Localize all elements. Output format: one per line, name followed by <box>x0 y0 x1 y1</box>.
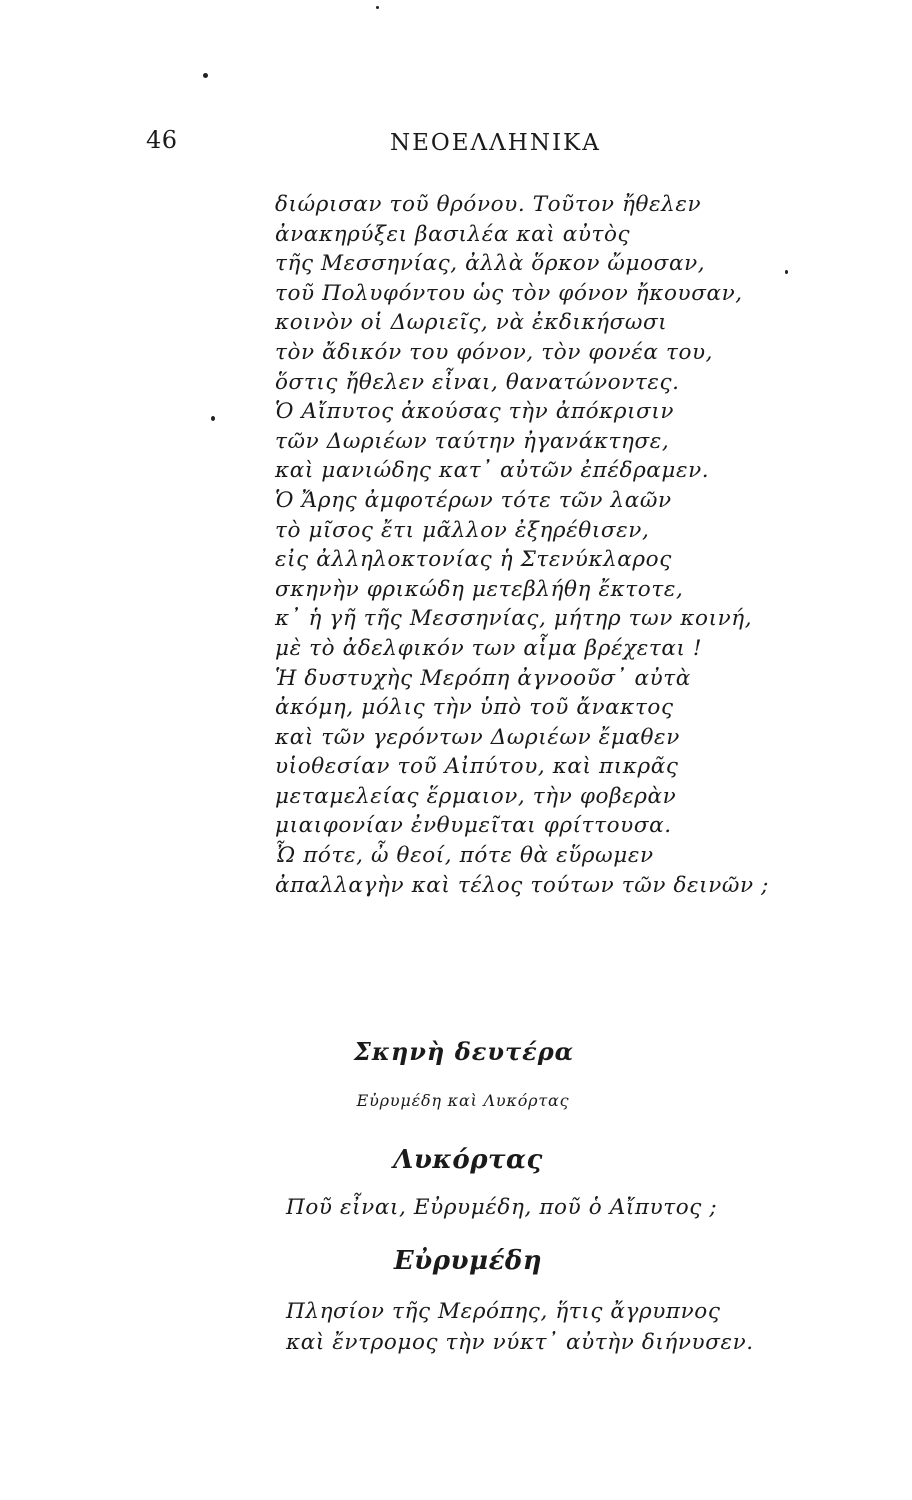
verse-line: τῆς Μεσσηνίας, ἀλλὰ ὅρκον ὤμοσαν, <box>275 251 706 277</box>
verse-line: διώρισαν τοῦ θρόνου. Τοῦτον ἤθελεν <box>275 192 702 217</box>
speech-line: Ποῦ εἶναι, Εὐρυμέδη, ποῦ ὁ Αἴπυτος ; <box>286 1195 718 1220</box>
verse-line: ἀκόμη, μόλις τὴν ὑπὸ τοῦ ἄνακτος <box>275 695 674 721</box>
verse-line: τὸ μῖσος ἔτι μᾶλλον ἐξηρέθισεν, <box>275 517 650 543</box>
verse-line: κ᾽ ἡ γῆ τῆς Μεσσηνίας, μήτηρ των κοινή, <box>275 606 753 632</box>
verse-line: εἰς ἀλληλοκτονίας ἡ Στενύκλαρος <box>275 547 672 573</box>
verse-line: Ἡ δυστυχὴς Μερόπη ἀγνοοῦσ᾽ αὐτὰ <box>275 665 691 691</box>
verse-line: Ὦ πότε, ὦ θεοί, πότε θὰ εὕρωμεν <box>275 843 654 869</box>
verse-line: τῶν Δωριέων ταύτην ἠγανάκτησε, <box>275 428 670 454</box>
verse-line: σκηνὴν φρικώδη μετεβλήθη ἔκτοτε, <box>275 576 684 602</box>
speech-block <box>286 1296 754 1358</box>
speaker-name: Εὐρυμέδη <box>393 1246 543 1276</box>
verse-line: κοινὸν οἱ Δωριεῖς, νὰ ἐκδικήσωσι <box>275 310 668 336</box>
speech-line: Πλησίον τῆς Μερόπης, ἥτις ἄγρυπνος <box>286 1299 721 1324</box>
speech-line: καὶ ἔντρομος τὴν νύκτ᾽ αὐτὴν διήνυσεν. <box>286 1330 754 1355</box>
running-title: ΝΕΟΕΛΛΗΝΙΚΑ <box>390 130 601 156</box>
verse-line: ἀνακηρύξει βασιλέα καὶ αὐτὸς <box>275 221 631 247</box>
verse-line: ἀπαλλαγὴν καὶ τέλος τούτων τῶν δεινῶν ; <box>275 872 769 898</box>
scene-cast-list: Εὐρυμέδη καὶ Λυκόρτας <box>356 1091 570 1110</box>
verse-line: καὶ τῶν γερόντων Δωριέων ἔμαθεν <box>275 724 680 750</box>
verse-line: μὲ τὸ ἀδελφικόν των αἷμα βρέχεται ! <box>275 635 703 661</box>
verse-line: τοῦ Πολυφόντου ὡς τὸν φόνον ἤκουσαν, <box>275 280 743 306</box>
verse-line: ὅστις ἤθελεν εἶναι, θανατώνοντες. <box>275 369 680 395</box>
verse-line: μιαιφονίαν ἐνθυμεῖται φρίττουσα. <box>275 813 672 839</box>
page-number: 46 <box>146 126 178 154</box>
speech-block <box>286 1192 717 1223</box>
verse-line: τὸν ἄδικόν του φόνον, τὸν φονέα του, <box>275 339 714 365</box>
scene-heading: Σκηνὴ δευτέρα <box>353 1037 575 1066</box>
verse-line: Ὁ Αἴπυτος ἀκούσας τὴν ἀπόκρισιν <box>275 399 675 425</box>
verse-line: υἱοθεσίαν τοῦ Αἰπύτου, καὶ πικρᾶς <box>275 754 679 780</box>
speaker-name: Λυκόρτας <box>393 1145 543 1175</box>
ink-speck <box>211 416 215 421</box>
page-header <box>0 126 912 166</box>
verse-line: Ὁ Ἄρης ἀμφοτέρων τότε τῶν λαῶν <box>275 487 672 513</box>
verse-block <box>275 190 835 900</box>
ink-speck <box>376 6 379 9</box>
ink-speck <box>203 73 208 78</box>
verse-line: καὶ μανιώδης κατ᾽ αὐτῶν ἐπέδραμεν. <box>275 458 710 484</box>
verse-line: μεταμελείας ἕρμαιον, τὴν φοβερὰν <box>275 783 677 809</box>
